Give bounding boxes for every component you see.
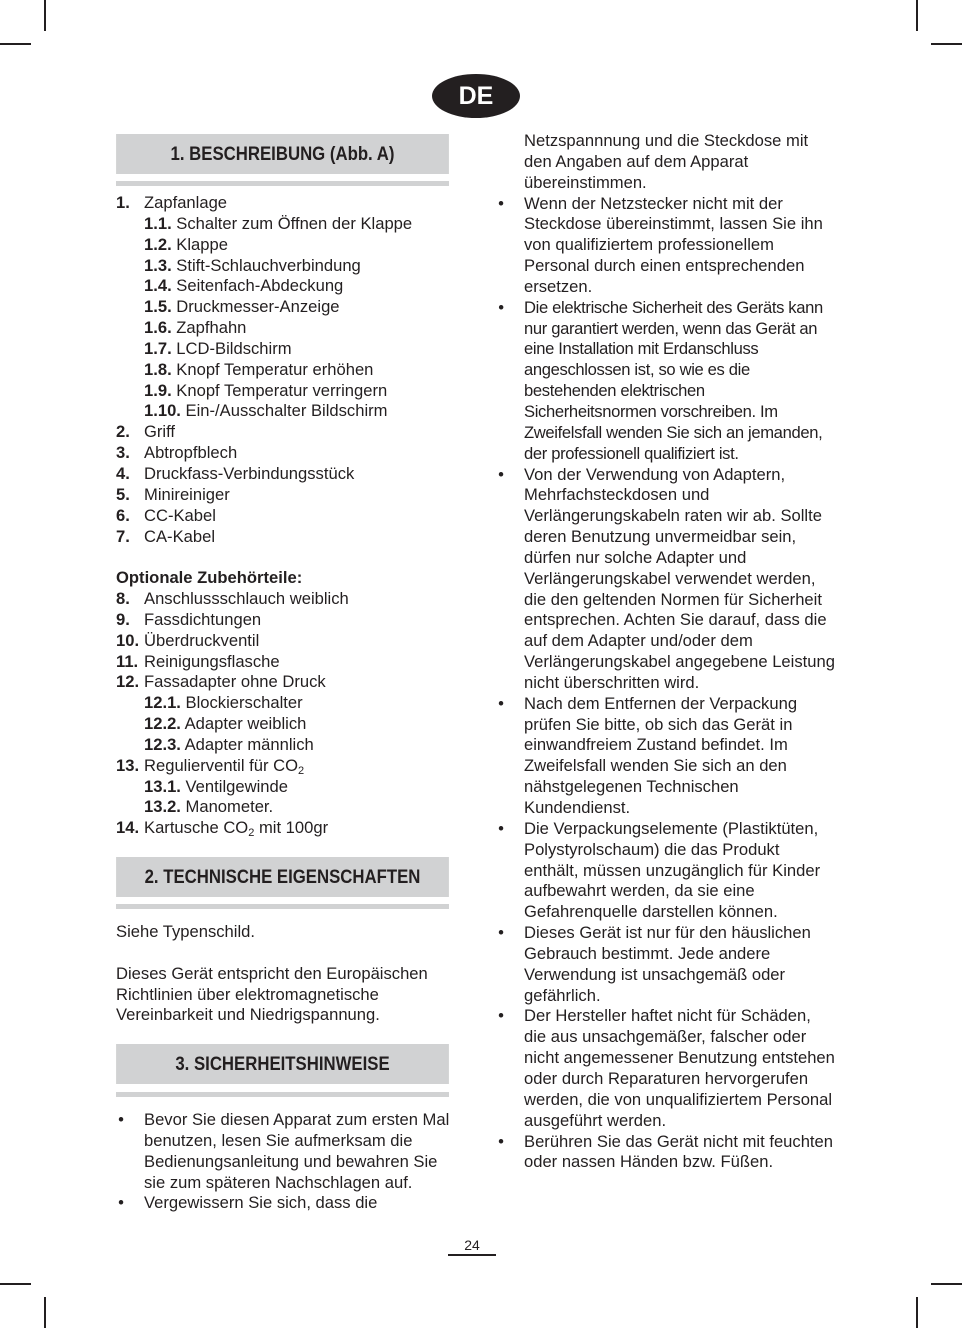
sub-item: 13.2. Manometer. [144,797,274,817]
item-text: Minireiniger [144,484,230,504]
list-item [116,777,456,798]
sub-item: 1.4. Seitenfach-Abdeckung [144,276,344,296]
list-item [116,693,456,714]
list-item [116,735,456,756]
sub-item: 1.1. Schalter zum Öffnen der Klappe [144,213,413,233]
list-item [116,652,456,673]
item-number: 10. [116,630,140,650]
sub-item: 1.8. Knopf Temperatur erhöhen [144,359,374,379]
crop-mark [0,1283,31,1285]
list-item [116,527,456,548]
section-heading-safety: 3. SICHERHEITSHINWEISE [116,1044,449,1084]
continuation-text: Netzspannnung und die Steckdose mit den Angaben auf dem Apparat übereinstimmen. [524,131,809,192]
sub-item: 1.3. Stift-Schlauchverbindung [144,255,361,275]
item-text: Überdruckventil [144,630,260,650]
list-item [116,506,456,527]
list-item [116,797,456,818]
item-number: 9. [116,609,130,629]
item-number: 6. [116,505,130,525]
list-item [116,339,456,360]
language-badge: DE [432,74,520,118]
safety-list-right [496,131,836,1173]
list-item [116,422,456,443]
bullet-icon: • [498,193,504,213]
list-item [116,485,456,506]
page-number-rule [448,1254,496,1256]
bullet-item: • Berühren Sie das Gerät nicht mit feuchten oder nassen Händen bzw. Füßen. [496,1132,836,1174]
list-item [116,297,456,318]
item-number: 7. [116,526,130,546]
sub-item: 12.1. Blockierschalter [144,693,303,713]
bullet-item: • Von der Verwendung von Adaptern, Mehrfachsteckdosen und Verlängerungskabeln raten wir ab. Sollte deren Benutzung unvermeidbar sein, dürfen nur solche Adapter und Verlängerungskabel verwendet werden, die den geltenden Normen für Sicherheit entsprechen. Achten Sie darauf, dass die auf dem Adapter und/oder dem Verlängerungskabel angegebene Leistung nicht überschritten wird. [496,465,836,694]
list-item [116,318,456,339]
item-number: 3. [116,443,130,463]
bullet-icon: • [498,297,504,317]
bullet-item: • Der Hersteller haftet nicht für Schäden, die aus unsachgemäßer, falscher oder nicht angemessener Benutzung entstehen oder durch Reparaturen hervorgerufen werden, die von unqualifiziertem Personal ausgeführt werden. [496,1006,836,1131]
bullet-icon: • [498,1006,504,1026]
subscript: 2 [248,827,255,840]
subscript: 2 [298,764,305,777]
crop-mark [916,1297,918,1328]
crop-mark [44,1297,46,1328]
item-number: 5. [116,484,130,504]
crop-mark [916,0,918,31]
item-number: 12. [116,672,140,692]
bullet-icon: • [498,1131,504,1151]
sub-item: 13.1. Ventilgewinde [144,776,288,796]
technical-text [116,922,451,1026]
bullet-icon: • [118,1110,124,1129]
item-text: Zapfanlage [144,193,228,212]
item-text: Anschlussschlauch weiblich [144,589,349,609]
type-plate-note: Siehe Typenschild. [116,922,255,941]
bullet-icon: • [498,464,504,484]
item-text: Fassdichtungen [144,609,262,629]
list-item [116,401,456,422]
item-text: Reinigungsflasche [144,651,280,671]
sub-item: 12.3. Adapter männlich [144,734,314,754]
sub-item: 1.7. LCD-Bildschirm [144,338,292,358]
list-item [116,672,456,693]
item-number: 13. [116,755,140,775]
list-item [116,381,456,402]
list-item [116,276,456,297]
crop-mark [0,43,31,45]
sub-item: 1.10. Ein-/Ausschalter Bildschirm [144,401,388,421]
bullet-item: • Nach dem Entfernen der Verpackung prüfen Sie bitte, ob sich das Gerät in einwandfreiem Zustand befindet. Im Zweifelsfall wenden Sie sich an den nähstgelegenen Technischen Kundendienst. [496,694,836,819]
bullet-icon: • [498,693,504,713]
bullet-item: • Bevor Sie diesen Apparat zum ersten Mal benutzen, lesen Sie aufmerksam die Bedienungsanleitung und bewahren Sie sie zum späteren Nachschlagen auf. [116,1110,452,1193]
item-number: 8. [116,589,130,609]
item-text: CA-Kabel [144,526,216,546]
optional-accessories-title: Optionale Zubehörteile: [116,568,303,588]
list-item [116,214,456,235]
list-item [116,464,456,485]
sub-item: 1.9. Knopf Temperatur verringern [144,380,388,400]
bullet-item: • Die elektrische Sicherheit des Geräts kann nur garantiert werden, wenn das Gerät an eine Installation mit Erdanschluss angeschlossen ist, so wie es die bestehenden elektrischen Sicherheitsnormen vorschreiben. Im Zweifelsfall wenden Sie sich an jemanden, der professionell qualifiziert ist. [496,298,836,465]
page-number: 24 [464,1237,480,1253]
list-item [116,443,456,464]
bullet-icon: • [498,923,504,943]
conformity-statement: Dieses Gerät entspricht den Europäischen Richtlinien über elektromagnetische Vereinbarkeit und Niedrigspannung. [116,963,428,1025]
item-text: Kartusche $CO_2$ mit 100gr [144,818,329,840]
bullet-item: • Die Verpackungselemente (Plastiktüten, Polystyrolschaum) die das Produkt enthält, müssen unzugänglich für Kinder aufbewahrt werden, da sie eine Gefahrenquelle darstellen können. [496,819,836,923]
sub-item: 1.2. Klappe [144,234,228,254]
bullet-item: • Wenn der Netzstecker nicht mit der Steckdose übereinstimmt, lassen Sie ihn von qualifiziertem professionellem Personal durch einen entsprechenden ersetzen. [496,194,836,298]
description-list [116,193,456,839]
item-text: Abtropfblech [144,443,238,463]
list-item [116,818,456,839]
list-item [116,631,456,652]
crop-mark [931,1283,962,1285]
section-heading-technical: 2. TECHNISCHE EIGENSCHAFTEN [116,857,449,897]
crop-mark [44,0,46,31]
list-item [116,193,456,214]
item-number: 2. [116,422,130,442]
list-item [116,589,456,610]
list-item [116,610,456,631]
section-heading-description: 1. BESCHREIBUNG (Abb. A) [116,134,449,174]
section-divider [116,904,449,909]
bullet-icon: • [118,1193,124,1213]
item-number: 14. [116,818,140,838]
section-divider [116,181,449,186]
sub-item: 1.6. Zapfhahn [144,318,247,338]
sub-item: 12.2. Adapter weiblich [144,714,307,734]
crop-mark [931,43,962,45]
sub-item: 1.5. Druckmesser-Anzeige [144,297,340,317]
list-item [116,756,456,777]
list-item [116,360,456,381]
item-number: 11. [116,651,139,671]
bullet-icon: • [498,818,504,838]
section-divider [116,1092,449,1097]
item-number: 1. [116,193,130,212]
list-item [116,256,456,277]
item-text: Fassadapter ohne Druck [144,672,326,692]
list-item [116,714,456,735]
item-text: CC-Kabel [144,505,216,525]
safety-list-left [116,1110,452,1214]
item-number: 4. [116,463,130,483]
bullet-item: • Vergewissern Sie sich, dass die [116,1193,452,1214]
list-item [116,235,456,256]
item-text: Druckfass-Verbindungsstück [144,463,355,483]
item-text: Regulierventil für $CO_2$ [144,755,305,777]
bullet-item: • Dieses Gerät ist nur für den häuslichen Gebrauch bestimmt. Jede andere Verwendung ist unsachgemäß oder gefährlich. [496,923,836,1006]
item-text: Griff [144,422,176,442]
